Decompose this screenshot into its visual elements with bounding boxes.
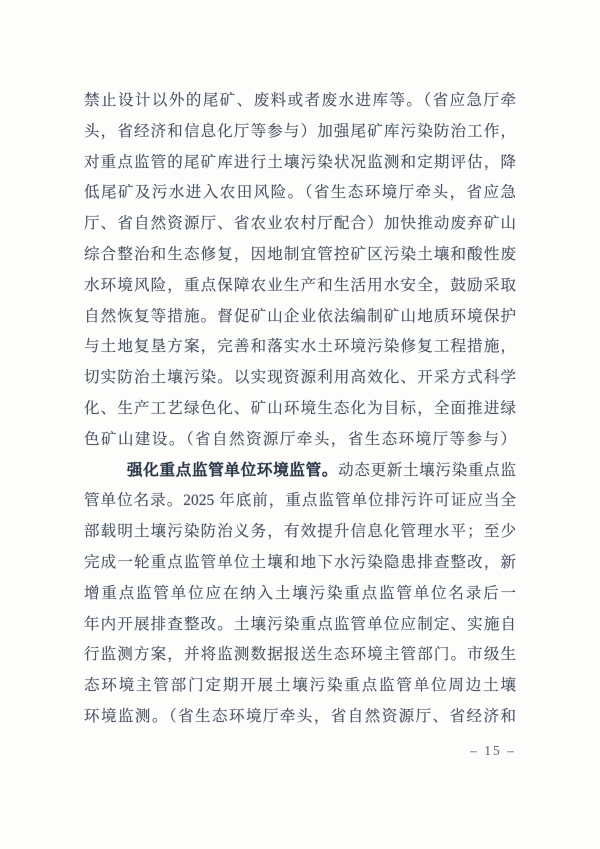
text-line [84,363,516,394]
text-line [84,271,516,302]
line-text: 厅、省自然资源厅、省农业农村厅配合）加快推动废弃矿山 [84,215,516,233]
line-text: 低尾矿及污水进入农田风险。（省生态环境厅牵头，省应急 [84,184,516,202]
line-text: 部载明土壤污染防治义务，有效提升信息化管理水平；至少 [84,523,516,541]
line-text: 完成一轮重点监管单位土壤和地下水污染隐患排查整改，新 [84,553,516,571]
page-number: – 15 – [470,743,516,758]
line-text: 增重点监管单位应在纳入土壤污染重点监管单位名录后一 [84,584,516,602]
line-text: 态环境主管部门定期开展土壤污染重点监管单位周边土壤 [84,677,516,695]
line-text: 年内开展排查整改。土壤污染重点监管单位应制定、实施自 [84,615,516,633]
text-line [84,178,516,209]
text-line [84,117,516,148]
text-line [84,517,516,548]
text-line [84,302,516,333]
text-line [84,209,516,240]
text-line [84,394,516,425]
text-line [84,425,516,456]
paragraph-first-line [84,456,516,487]
text-line [84,579,516,610]
text-line [84,86,516,117]
text-line [84,240,516,271]
line-text: 综合整治和生态修复，因地制宜管控矿区污染土壤和酸性废 [84,245,516,263]
body-text-block [84,86,516,733]
text-line [84,332,516,363]
line-text: 自然恢复等措施。督促矿山企业依法编制矿山地质环境保护 [84,307,516,325]
line-text: 色矿山建设。（省自然资源厅牵头，省生态环境厅等参与） [84,430,516,448]
line-text: 动态更新土壤污染重点监 [338,461,516,479]
line-text: 禁止设计以外的尾矿、废料或者废水进库等。（省应急厅牵 [84,92,516,109]
line-text: 行监测方案，并将监测数据报送生态环境主管部门。市级生 [84,646,516,664]
line-text: 切实防治土壤污染。以实现资源利用高效化、开采方式科学 [84,369,516,387]
paragraph-lead-bold: 强化重点监管单位环境监管。 [127,461,339,479]
text-line [84,702,516,733]
text-line [84,548,516,579]
text-line [84,486,516,517]
text-line [84,148,516,179]
text-line [84,640,516,671]
text-line [84,610,516,641]
text-line [84,671,516,702]
line-text: 与土地复垦方案，完善和落实水土环境污染修复工程措施， [84,338,516,356]
line-text: 水环境风险，重点保障农业生产和生活用水安全，鼓励采取 [84,276,516,294]
line-text: 对重点监管的尾矿库进行土壤污染状况监测和定期评估，降 [84,153,516,171]
line-text: 环境监测。（省生态环境厅牵头，省自然资源厅、省经济和 [84,707,516,725]
line-text: 化、生产工艺绿色化、矿山环境生态化为目标，全面推进绿 [84,399,516,417]
line-text: 头，省经济和信息化厅等参与）加强尾矿库污染防治工作， [84,122,516,140]
line-text: 管单位名录。2025 年底前，重点监管单位排污许可证应当全 [84,492,516,510]
